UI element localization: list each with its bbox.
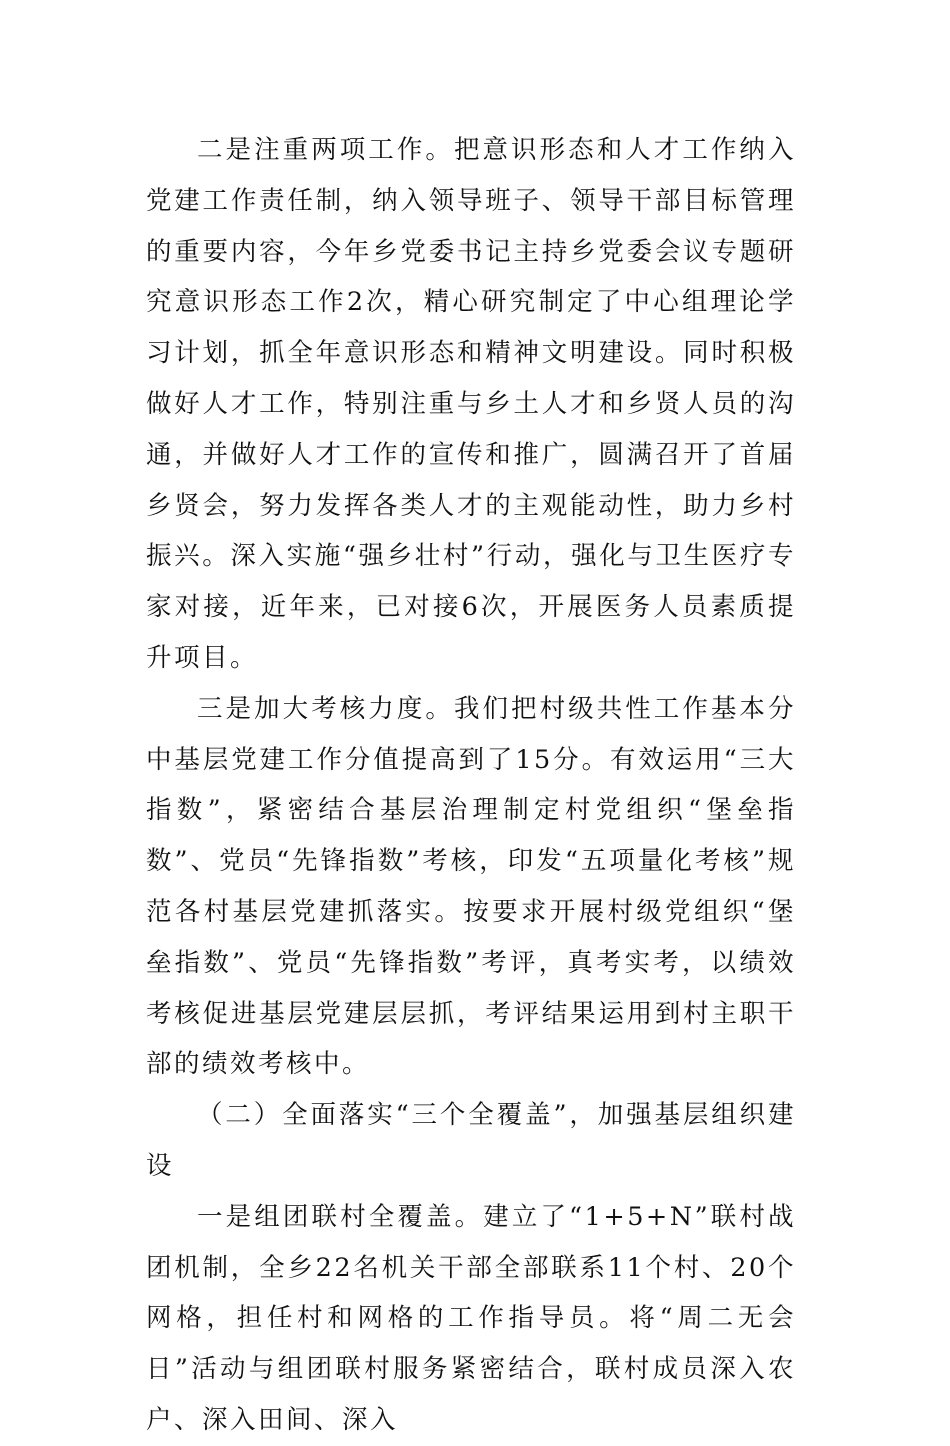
paragraph-two-key-tasks: 二是注重两项工作。把意识形态和人才工作纳入党建工作责任制，纳入领导班子、领导干部目标管理的重要内容，今年乡党委书记主持乡党委会议专题研究意识形态工作2次，精心研究制定了中心组理论学习计划，抓全年意识形态和精神文明建设。同时积极做好人才工作，特别注重与乡土人才和乡贤人员的沟通，并做好人才工作的宣传和推广，圆满召开了首届乡贤会，努力发挥各类人才的主观能动性，助力乡村振兴。深入实施“强乡壮村”行动，强化与卫生医疗专家对接，近年来，已对接6次，开展医务人员素质提升项目。 [146,135,796,673]
document-body [146,125,796,1446]
section-heading-three-coverage: （二）全面落实“三个全覆盖”，加强基层组织建设 [146,1100,796,1181]
paragraph-assessment: 三是加大考核力度。我们把村级共性工作基本分中基层党建工作分值提高到了15分。有效运用“三大指数”，紧密结合基层治理制定村党组织“堡垒指数”、党员“先锋指数”考核，印发“五项量化考核”规范各村基层党建抓落实。按要求开展村级党组织“堡垒指数”、党员“先锋指数”考评，真考实考，以绩效考核促进基层党建层层抓，考评结果运用到村主职干部的绩效考核中。 [146,693,796,1080]
paragraph-group-village: 一是组团联村全覆盖。建立了“1+5+N”联村战团机制，全乡22名机关干部全部联系11个村、20个网格，担任村和网格的工作指导员。将“周二无会日”活动与组团联村服务紧密结合，联村成员深入农户、深入田间、深入 [146,1201,796,1435]
